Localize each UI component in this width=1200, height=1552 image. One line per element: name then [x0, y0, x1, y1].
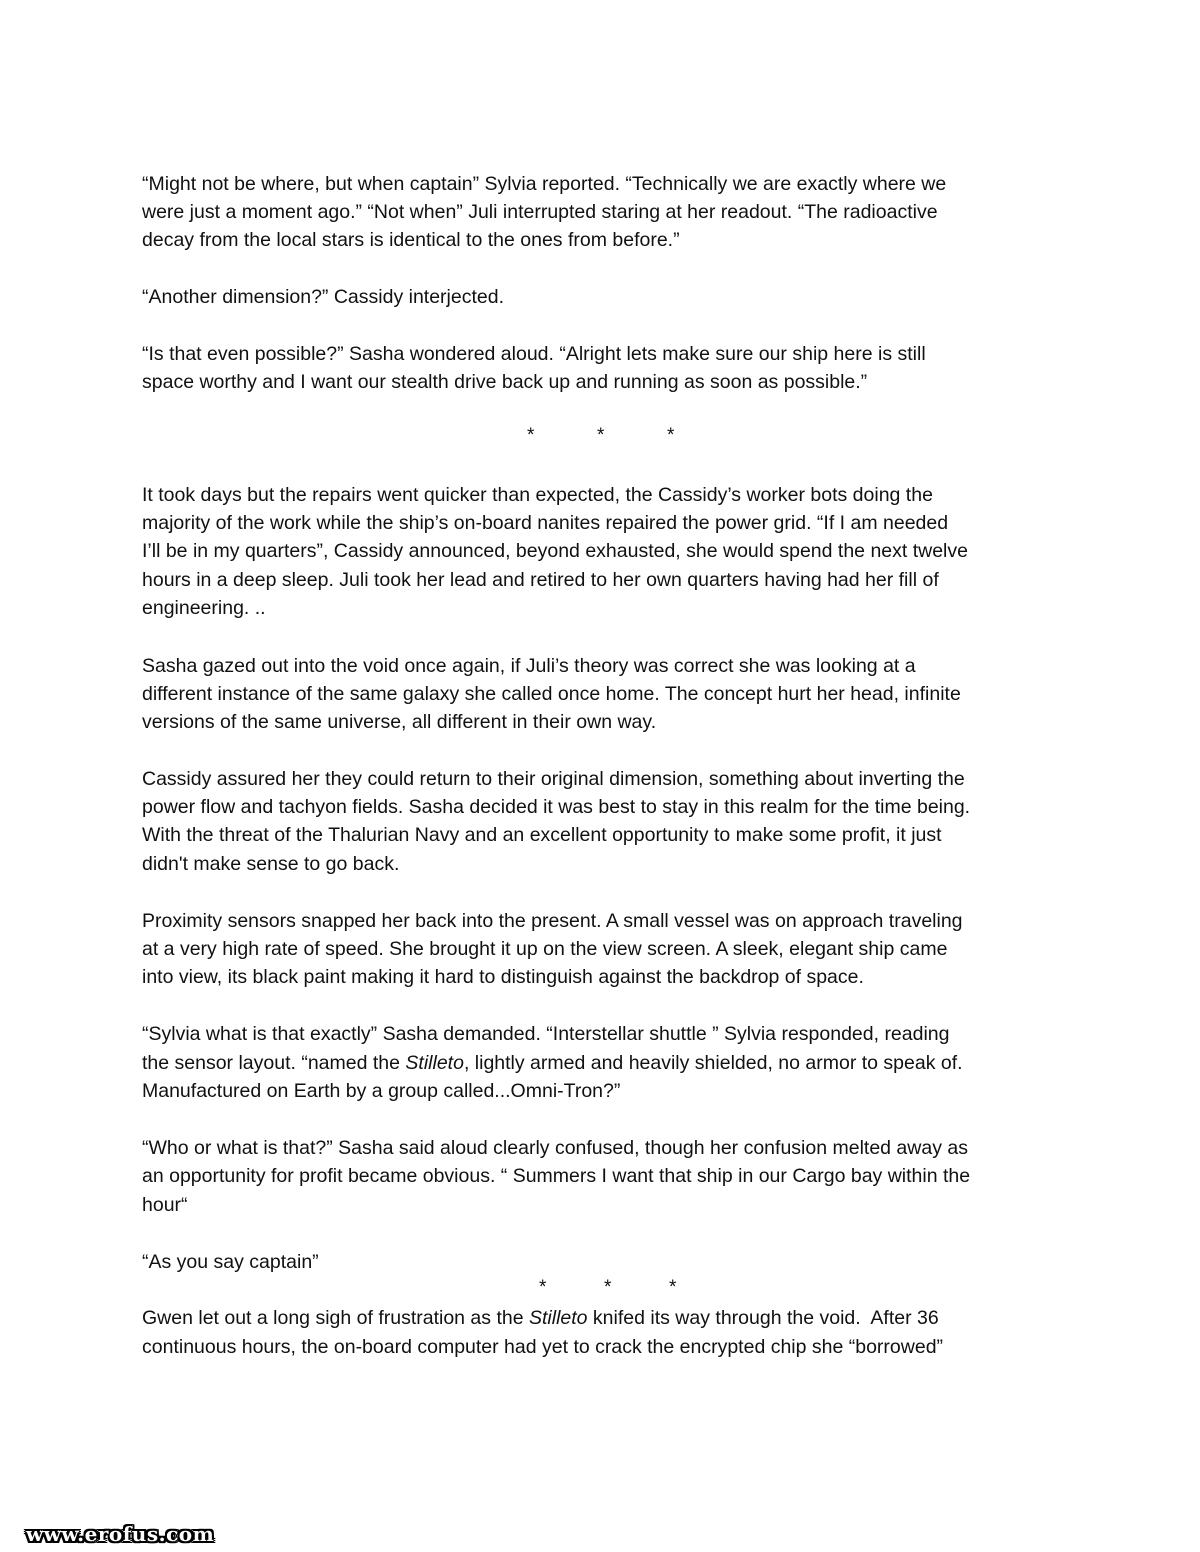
text-line: “Might not be where, but when captain” Sylvia reported. “Technically we are exactly where we — [142, 173, 947, 195]
text-line: engineering. .. — [142, 597, 266, 619]
text-line — [142, 1049, 963, 1077]
text-line: into view, its black paint making it hard to distinguish against the backdrop of space. — [142, 966, 864, 988]
text-line — [142, 1304, 939, 1332]
separator-asterisk: * — [604, 1277, 612, 1298]
text-segment: Gwen let out a long sigh of frustration as the — [142, 1307, 529, 1329]
text-line: didn't make sense to go back. — [142, 853, 400, 875]
text-segment: the sensor layout. “named the — [142, 1052, 406, 1074]
text-line: “Another dimension?” Cassidy interjected. — [142, 286, 505, 308]
text-line: Proximity sensors snapped her back into the present. A small vessel was on approach traveling — [142, 910, 963, 932]
separator-asterisk: * — [527, 425, 535, 446]
text-line: hour“ — [142, 1194, 188, 1216]
text-line: hours in a deep sleep. Juli took her lead and retired to her own quarters having had her fill of — [142, 569, 939, 591]
text-line: different instance of the same galaxy she called once home. The concept hurt her head, infinite — [142, 683, 961, 705]
text-line: Sasha gazed out into the void once again, if Juli’s theory was correct she was looking at a — [142, 655, 916, 677]
text-line: at a very high rate of speed. She brought it up on the view screen. A sleek, elegant ship came — [142, 938, 948, 960]
separator-asterisk: * — [669, 1277, 677, 1298]
text-line: decay from the local stars is identical to the ones from before.” — [142, 229, 680, 251]
separator-asterisk: * — [539, 1277, 547, 1298]
text-line: Manufactured on Earth by a group called...Omni-Tron?” — [142, 1080, 621, 1102]
separator-asterisk: * — [667, 425, 675, 446]
text-line: power flow and tachyon fields. Sasha decided it was best to stay in this realm for the time being. — [142, 796, 971, 818]
text-line: continuous hours, the on-board computer had yet to crack the encrypted chip she “borrowed” — [142, 1336, 944, 1358]
ship-name-italic: Stilleto — [528, 1307, 588, 1329]
text-line: majority of the work while the ship’s on-board nanites repaired the power grid. “If I am needed — [142, 512, 949, 534]
text-line: With the threat of the Thalurian Navy and an excellent opportunity to make some profit, it just — [142, 824, 942, 846]
text-line: “As you say captain” — [142, 1251, 319, 1273]
text-line: It took days but the repairs went quicker than expected, the Cassidy’s worker bots doing the — [142, 484, 933, 506]
site-watermark: www.erofus.com — [26, 1522, 215, 1546]
text-line: Cassidy assured her they could return to their original dimension, something about inverting the — [142, 768, 965, 790]
text-segment: knifed its way through the void. After 36 — [587, 1307, 939, 1329]
text-line: “Is that even possible?” Sasha wondered aloud. “Alright lets make sure our ship here is still — [142, 343, 926, 365]
separator-asterisk: * — [597, 425, 605, 446]
text-line: were just a moment ago.” “Not when” Juli interrupted staring at her readout. “The radioactive — [142, 201, 938, 223]
text-line: “Who or what is that?” Sasha said aloud clearly confused, though her confusion melted away as — [142, 1137, 968, 1159]
text-line: versions of the same universe, all different in their own way. — [142, 711, 657, 733]
text-line: space worthy and I want our stealth drive back up and running as soon as possible.” — [142, 371, 868, 393]
text-line: I’ll be in my quarters”, Cassidy announced, beyond exhausted, she would spend the next twelve — [142, 540, 968, 562]
text-segment: , lightly armed and heavily shielded, no armor to speak of. — [463, 1052, 963, 1074]
text-line: “Sylvia what is that exactly” Sasha demanded. “Interstellar shuttle ” Sylvia responded, reading — [142, 1023, 950, 1045]
ship-name-italic: Stilleto — [405, 1052, 464, 1074]
text-line: an opportunity for profit became obvious. “ Summers I want that ship in our Cargo bay within the — [142, 1165, 971, 1187]
